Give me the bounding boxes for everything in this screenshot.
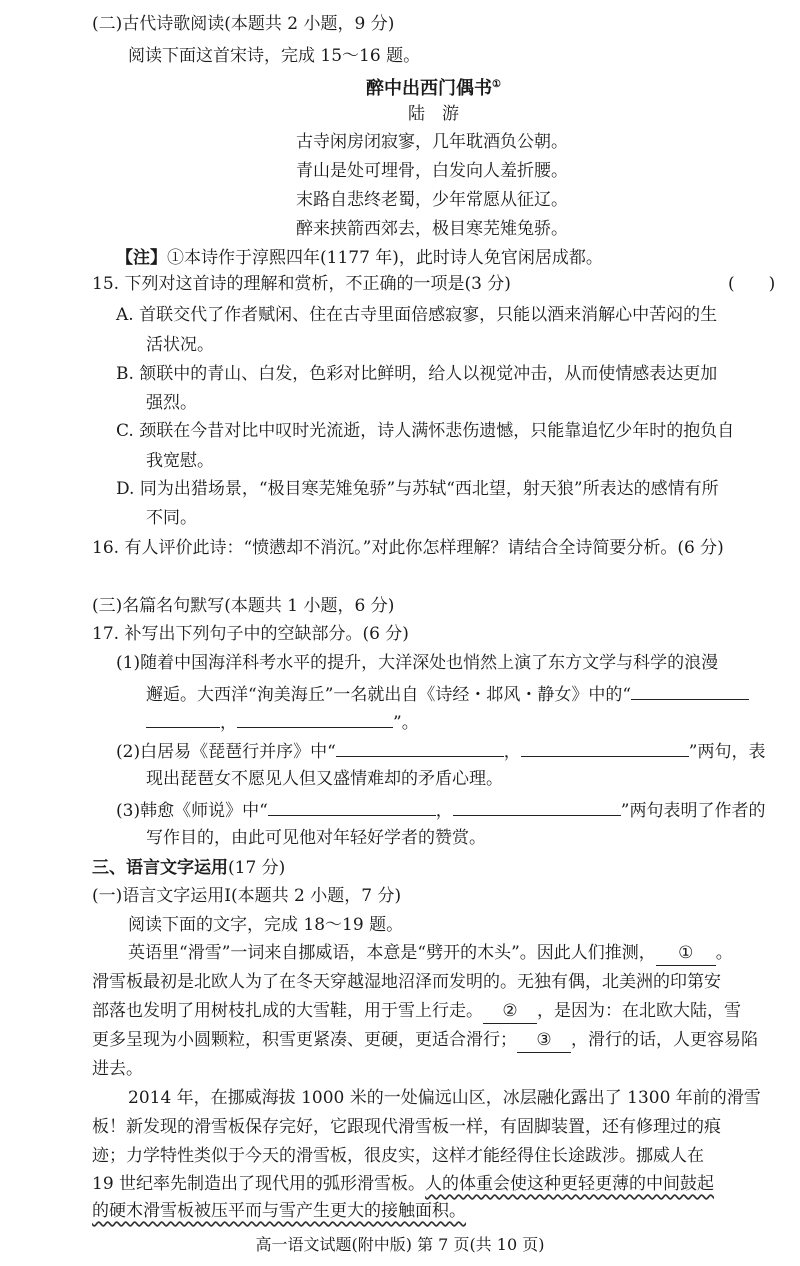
q15-answer-paren: ( ) xyxy=(728,274,776,294)
passage-p1-line2: 滑雪板最初是北欧人为了在冬天穿越湿地沼泽而发明的。无独有偶，北美洲的印第安 xyxy=(92,972,721,992)
q17-blank-2a[interactable] xyxy=(336,738,504,757)
passage-blank-2[interactable]: ② xyxy=(483,999,537,1024)
q17-item1-prompt: 邂逅。大西洋“洵美海丘”一名就出自《诗经・邶风・静女》中的“ xyxy=(146,685,632,705)
q17-item2-tail: ”两句，表 xyxy=(688,742,766,762)
part3-title: 三、语言文字运用 xyxy=(92,858,228,878)
part3-subheading: (一)语言文字运用Ⅰ(本题共 2 小题，7 分) xyxy=(92,886,402,906)
q17-item2-comma: ， xyxy=(503,742,521,762)
passage-p2-line1: 2014 年，在挪威海拔 1000 米的一处偏远山区，冰层融化露出了 1300 年前的滑雪 xyxy=(128,1088,761,1108)
part3-intro: 阅读下面的文字，完成 18～19 题。 xyxy=(128,915,404,935)
passage-p1-line5: 进去。 xyxy=(92,1059,143,1079)
q17-item1-line2 xyxy=(146,681,749,707)
footnote-mark: ① xyxy=(492,79,501,90)
poem-title-text: 醉中出西门偶书 xyxy=(366,78,492,99)
section-heading-poetry: (二)古代诗歌阅读(本题共 2 小题，9 分) xyxy=(92,14,395,34)
section-heading-dictation: (三)名篇名句默写(本题共 1 小题，6 分) xyxy=(92,596,395,616)
passage-text: ，是因为：在北欧大陆，雪 xyxy=(537,1001,741,1021)
poem-title xyxy=(366,73,501,101)
q17-blank-1b[interactable] xyxy=(146,709,220,728)
q17-item3-comma: ， xyxy=(435,801,453,821)
passage-p1-line3 xyxy=(92,999,741,1024)
part3-score: (17 分) xyxy=(228,858,286,878)
q17-blank-1c[interactable] xyxy=(237,709,393,728)
passage-p2-line2: 板！新发现的滑雪板保存完好，它跟现代滑雪板一样，有固脚装置，还有修理过的痕 xyxy=(92,1117,721,1137)
passage-p1-line4 xyxy=(92,1028,758,1053)
q17-item2-line1 xyxy=(116,738,765,764)
q17-item1-comma: ， xyxy=(220,713,237,733)
poem-author: 陆 游 xyxy=(408,104,459,124)
q15-option-c-line1: C. 颈联在今昔对比中叹时光流逝，诗人满怀悲伤遗憾，只能靠追忆少年时的抱负自 xyxy=(116,421,735,441)
q17-item3-line2: 写作目的，由此可见他对年轻好学者的赞赏。 xyxy=(146,828,486,848)
passage-p1-line1 xyxy=(128,941,733,966)
passage-p2-line3: 迹；力学特性类似于今天的滑雪板，很皮实，这样才能经得住长途跋涉。挪威人在 xyxy=(92,1146,704,1166)
passage-text: 部落也发明了用树枝扎成的大雪鞋，用于雪上行走。 xyxy=(92,1001,483,1021)
q15-option-a-line2: 活状况。 xyxy=(146,335,214,355)
passage-text: 英语里“滑雪”一词来自挪威语，本意是“劈开的木头”。因此人们推测， xyxy=(128,943,656,963)
poem-line-4: 醉来挟箭西郊去，极目寒芜雉兔骄。 xyxy=(296,219,568,239)
q17-blank-3b[interactable] xyxy=(453,797,621,816)
q17-item1-line3 xyxy=(146,709,419,735)
q17-item3-tail: ”两句表明了作者的 xyxy=(620,801,766,821)
passage-text: 19 世纪率先制造出了现代用的弧形滑雪板。 xyxy=(92,1174,426,1194)
q17-blank-3a[interactable] xyxy=(268,797,436,816)
passage-p2-line4 xyxy=(92,1172,714,1196)
poem-line-2: 青山是处可埋骨，白发向人羞折腰。 xyxy=(296,161,568,181)
passage-blank-1[interactable]: ① xyxy=(656,941,716,966)
q15-option-b-line2: 强烈。 xyxy=(146,393,197,413)
poetry-intro: 阅读下面这首宋诗，完成 15～16 题。 xyxy=(128,46,421,66)
q17-item2-line2: 现出琵琶女不愿见人但又盛情难却的矛盾心理。 xyxy=(146,769,503,789)
q15-option-c-line2: 我宽慰。 xyxy=(146,451,214,471)
q15-option-d-line2: 不同。 xyxy=(146,508,197,528)
passage-text: 。 xyxy=(715,943,733,963)
q15-option-b-line1: B. 颔联中的青山、白发，色彩对比鲜明，给人以视觉冲击，从而使情感表达更加 xyxy=(116,364,718,384)
wavy-underlined-sentence: 的硬木滑雪板被压平而与雪产生更大的接触面积。 xyxy=(92,1201,466,1221)
q17-blank-2b[interactable] xyxy=(521,738,689,757)
passage-blank-3[interactable]: ③ xyxy=(517,1028,571,1053)
q17-item1-line1: (1)随着中国海洋科考水平的提升，大洋深处也悄然上演了东方文学与科学的浪漫 xyxy=(116,653,719,673)
passage-text: ，滑行的话，人更容易陷 xyxy=(571,1030,758,1050)
q15-stem: 15. 下列对这首诗的理解和赏析，不正确的一项是(3 分) xyxy=(92,274,511,294)
q17-item2-prompt: (2)白居易《琵琶行并序》中“ xyxy=(116,742,336,762)
passage-text: 更多呈现为小圆颗粒，积雪更紧凑、更硬，更适合滑行； xyxy=(92,1030,517,1050)
poem-line-1: 古寺闲房闭寂寥，几年耽酒负公朝。 xyxy=(296,132,568,152)
wavy-underlined-sentence: 人的体重会使这种更轻更薄的中间鼓起 xyxy=(425,1174,715,1194)
q17-item3-prompt: (3)韩愈《师说》中“ xyxy=(116,801,268,821)
poem-line-3: 末路自悲终老蜀，少年常愿从征辽。 xyxy=(296,190,568,210)
q15-option-a-line1: A. 首联交代了作者赋闲、住在古寺里面倍感寂寥，只能以酒来消解心中苦闷的生 xyxy=(116,305,718,325)
part3-heading xyxy=(92,856,285,880)
note-label: 【注】 xyxy=(116,248,167,268)
poem-note xyxy=(116,246,603,270)
q17-stem: 17. 补写出下列句子中的空缺部分。(6 分) xyxy=(92,624,409,644)
q17-blank-1a[interactable] xyxy=(631,681,749,700)
q15-option-d-line1: D. 同为出猎场景，“极目寒芜雉兔骄”与苏轼“西北望，射天狼”所表达的感情有所 xyxy=(116,479,719,499)
note-text: ①本诗作于淳熙四年(1177 年)，此时诗人免官闲居成都。 xyxy=(167,248,603,268)
q17-item1-close: ”。 xyxy=(393,713,419,733)
q17-item3-line1 xyxy=(116,797,765,823)
q16-stem: 16. 有人评价此诗：“愤懑却不消沉。”对此你怎样理解？请结合全诗简要分析。(6 分) xyxy=(92,538,724,558)
page-footer: 高一语文试题(附中版) 第 7 页(共 10 页) xyxy=(255,1235,545,1254)
passage-p2-line5 xyxy=(92,1199,466,1223)
